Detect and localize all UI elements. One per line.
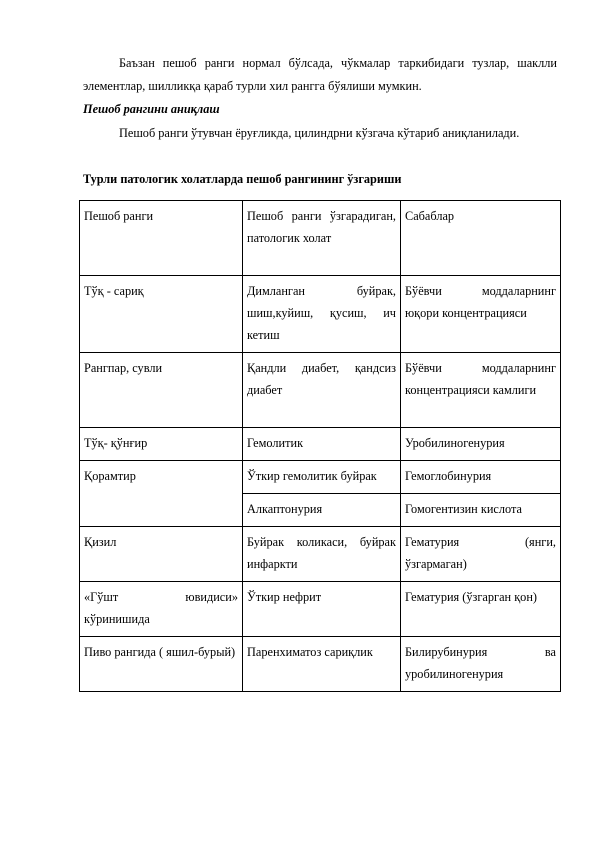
urine-color-table xyxy=(79,200,561,692)
table-cell: Бўёвчи моддаларнинг концентрацияси камлиги xyxy=(401,353,561,428)
table-cell: Алкаптонурия xyxy=(243,494,401,527)
table-cell: Паренхиматоз сариқлик xyxy=(243,637,401,692)
table-title: Турли патологик холатларда пешоб рангининг ўзгариши xyxy=(83,172,402,186)
table-cell: Буйрак коликаси, буйрак инфаркти xyxy=(243,527,401,582)
table-cell: Пиво рангида ( яшил-бурый) xyxy=(80,637,243,692)
intro-paragraph: Баъзан пешоб ранги нормал бўлсада, чўкмалар таркибидаги тузлар, шаклли элементлар, шилликқа қараб турли хил рангга бўялиши мумкин. xyxy=(83,56,557,93)
table-cell: Қандли диабет, қандсиз диабет xyxy=(243,353,401,428)
table-row xyxy=(80,527,561,582)
table-row xyxy=(80,582,561,637)
table-row xyxy=(80,276,561,353)
method-paragraph: Пешоб ранги ўтувчан ёруғликда, цилиндрни кўзгача кўтариб аниқланилади. xyxy=(119,126,520,140)
table-cell: Гематурия (ўзгарган қон) xyxy=(401,582,561,637)
table-cell: Рангпар, сувли xyxy=(80,353,243,428)
table-cell: Ўткир нефрит xyxy=(243,582,401,637)
table-cell: Тўқ- қўнғир xyxy=(80,428,243,461)
table-cell: Билирубинурия ва уробилиногенурия xyxy=(401,637,561,692)
header-cell: Пешоб ранги ўзгарадиган, патологик холат xyxy=(243,201,401,276)
table-cell: Ўткир гемолитик буйрак xyxy=(243,461,401,494)
table-cell: Уробилиногенурия xyxy=(401,428,561,461)
table-cell: Қизил xyxy=(80,527,243,582)
section-heading: Пешоб рангини аниқлаш xyxy=(83,102,220,116)
header-cell: Пешоб ранги xyxy=(80,201,243,276)
header-cell: Сабаблар xyxy=(401,201,561,276)
table-cell: «Гўшт ювидиси» кўринишида xyxy=(80,582,243,637)
table-cell: Гомогентизин кислота xyxy=(401,494,561,527)
table-cell: Қорамтир xyxy=(80,461,243,527)
table-row xyxy=(80,428,561,461)
table-row xyxy=(80,637,561,692)
table-cell: Бўёвчи моддаларнинг юқори концентрацияси xyxy=(401,276,561,353)
table-cell: Гемолитик xyxy=(243,428,401,461)
table-cell: Гемоглобинурия xyxy=(401,461,561,494)
table-cell: Димланган буйрак, шиш,куйиш, қусиш, ич кетиш xyxy=(243,276,401,353)
table-cell: Гематурия (янги, ўзгармаган) xyxy=(401,527,561,582)
table-row xyxy=(80,461,561,494)
table-header-row xyxy=(80,201,561,276)
table-cell: Тўқ - сариқ xyxy=(80,276,243,353)
table-row xyxy=(80,353,561,428)
